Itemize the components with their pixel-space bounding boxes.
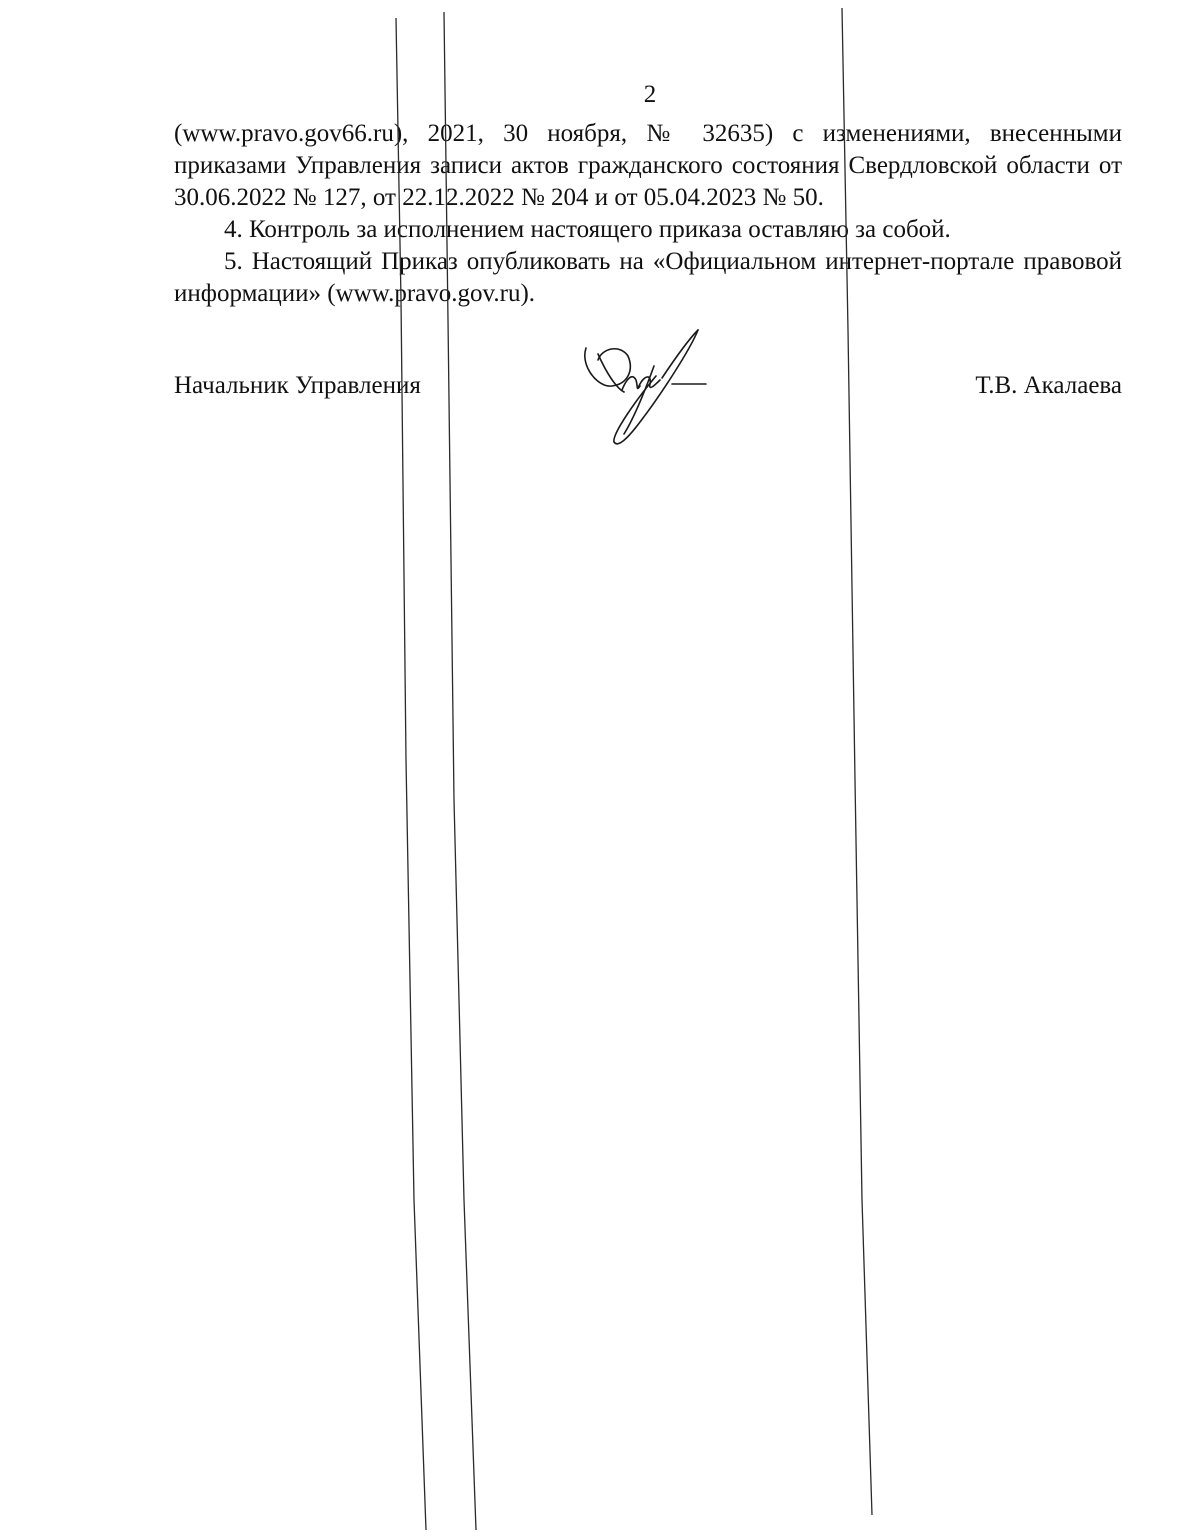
paragraph-item-4: 4. Контроль за исполнением настоящего приказа оставляю за собой. xyxy=(224,216,951,243)
signatory-title: Начальник Управления xyxy=(174,372,421,399)
page-number: 2 xyxy=(643,81,657,108)
paragraph-continuation: (www.pravo.gov66.ru), 2021, 30 ноября, № 32635) с изменениями, внесенными приказами Управления записи актов гражданского состояния Свердловской области от 30.06.2022 № 127, от 22.12.2022 № 204 и от 05.04.2023 № 50. xyxy=(174,120,1122,211)
signatory-name: Т.В. Акалаева xyxy=(975,372,1122,399)
document-body xyxy=(174,118,1122,310)
handwritten-signature xyxy=(576,326,716,450)
paragraph-item-5: 5. Настоящий Приказ опубликовать на «Официальном интернет-портале правовой информации» (www.pravo.gov.ru). xyxy=(174,248,1122,307)
